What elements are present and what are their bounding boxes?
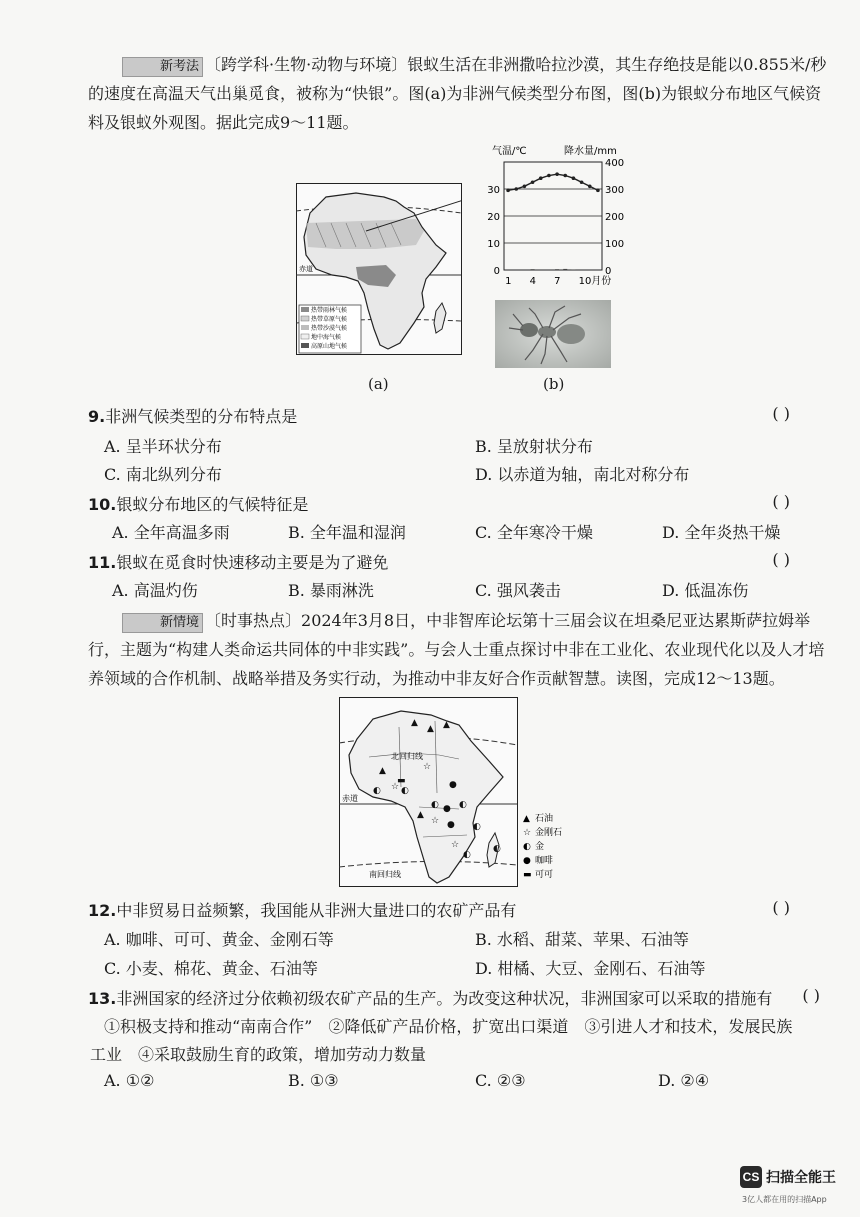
q13-option-d[interactable]: D. ②④ xyxy=(658,1071,710,1090)
svg-text:▲: ▲ xyxy=(427,724,434,734)
question-9-number: 9. xyxy=(88,407,106,426)
temp-tick-label: 0 xyxy=(493,266,500,277)
svg-text:◐: ◐ xyxy=(493,844,501,854)
intro-text-2: 〔时事热点〕2024年3月8日，中非智库论坛第十三届会议在坦桑尼亚达累斯萨拉姆举行，主题为“构建人类命运共同体的中非实践”。与会人士重点探讨中非在工业化、农业现代化以及人才培养领域的合作机制、战略举措及务实行动，为推动中非友好合作贡献智慧。读图，完成12～13题。 xyxy=(88,611,825,688)
caption-b: (b) xyxy=(543,375,565,393)
question-11 xyxy=(88,550,828,573)
answer-blank-12[interactable]: ( ) xyxy=(772,898,790,917)
temperature-point xyxy=(588,185,592,189)
tropic-south-label: 南回归线 xyxy=(369,870,401,879)
svg-text:◐: ◐ xyxy=(463,850,471,860)
legend-highland: 高原山地气候 xyxy=(311,343,348,350)
map-c-equator-label: 赤道 xyxy=(342,794,358,803)
question-10-number: 10. xyxy=(88,495,117,514)
q13-statement-line-1: ①积极支持和推动“南南合作” ②降低矿产品价格，扩宽出口渠道 ③引进人才和技术，发展民族 xyxy=(104,1017,793,1036)
q13-option-c[interactable]: C. ②③ xyxy=(475,1071,526,1090)
question-12 xyxy=(88,898,828,921)
intro-paragraph-2 xyxy=(88,606,828,693)
temperature-point xyxy=(539,176,543,180)
question-13-stem: 非洲国家的经济过分依赖初级农矿产品的生产。为改变这种状况，非洲国家可以采取的措施有 xyxy=(116,989,773,1008)
question-11-stem: 银蚁在觅食时快速移动主要是为了避免 xyxy=(116,553,389,572)
month-tick-label: 4 xyxy=(529,276,536,287)
map-a-equator-label: 赤道 xyxy=(299,265,313,273)
svg-text:☆: ☆ xyxy=(451,840,460,850)
temp-tick-label: 20 xyxy=(487,212,500,223)
legend-cocoa: 可可 xyxy=(535,870,554,880)
svg-text:☆: ☆ xyxy=(431,816,440,826)
q10-option-d[interactable]: D. 全年炎热干燥 xyxy=(662,523,781,542)
svg-text:☆: ☆ xyxy=(523,828,532,838)
legend-diamond: 金刚石 xyxy=(535,828,563,838)
camscanner-logo: CS xyxy=(740,1166,762,1188)
legend-savanna: 热带草原气候 xyxy=(311,316,348,323)
legend-coffee: 咖啡 xyxy=(535,856,554,866)
q12-option-b[interactable]: B. 水稻、甜菜、苹果、石油等 xyxy=(475,930,689,949)
new-method-tag: 新考法 xyxy=(122,57,203,77)
q9-option-a[interactable]: A. 呈半环状分布 xyxy=(104,437,222,456)
question-13 xyxy=(88,986,828,1009)
temperature-point xyxy=(572,176,576,180)
precip-axis-label: 降水量/mm xyxy=(564,146,617,157)
svg-text:▬: ▬ xyxy=(523,870,532,880)
legend-mediterranean: 地中海气候 xyxy=(311,334,342,341)
month-tick-label: 7 xyxy=(554,276,561,287)
precip-bar xyxy=(563,269,567,270)
answer-blank-13[interactable]: ( ) xyxy=(802,986,820,1005)
temperature-point xyxy=(596,189,600,193)
camscanner-brand: 扫描全能王 xyxy=(766,1170,836,1186)
q9-option-d[interactable]: D. 以赤道为轴，南北对称分布 xyxy=(475,465,690,484)
q10-option-c[interactable]: C. 全年寒冷干燥 xyxy=(475,523,593,542)
question-12-number: 12. xyxy=(88,901,117,920)
legend-rainforest: 热带雨林气候 xyxy=(311,307,348,314)
q12-option-c[interactable]: C. 小麦、棉花、黄金、石油等 xyxy=(104,959,318,978)
month-tick-label: 10月份 xyxy=(578,276,612,287)
intro-text-1: 〔跨学科·生物·动物与环境〕银蚁生活在非洲撒哈拉沙漠，其生存绝技是能以0.855米/秒的速度在高温天气出巢觅食，被称为“快银”。图(a)为非洲气候类型分布图，图(b)为银蚁分布地区气候资料及银蚁外观图。据此完成9～11题。 xyxy=(88,55,827,132)
temperature-line xyxy=(508,174,598,190)
legend-oil: 石油 xyxy=(535,814,554,824)
answer-blank-11[interactable]: ( ) xyxy=(772,550,790,569)
q11-option-d[interactable]: D. 低温冻伤 xyxy=(662,581,749,600)
svg-text:▲: ▲ xyxy=(523,814,530,824)
svg-text:◐: ◐ xyxy=(523,842,531,852)
tropic-north-label: 北回归线 xyxy=(391,752,423,761)
caption-a: (a) xyxy=(368,375,389,393)
precip-tick-label: 200 xyxy=(605,212,625,223)
answer-blank-10[interactable]: ( ) xyxy=(772,492,790,511)
temperature-point xyxy=(580,180,584,184)
temperature-point xyxy=(563,174,567,178)
precip-tick-label: 400 xyxy=(605,158,625,169)
svg-text:▲: ▲ xyxy=(443,720,450,730)
q13-option-b[interactable]: B. ①③ xyxy=(288,1071,339,1090)
q11-option-c[interactable]: C. 强风袭击 xyxy=(475,581,561,600)
svg-text:☆: ☆ xyxy=(423,762,432,772)
q9-option-c[interactable]: C. 南北纵列分布 xyxy=(104,465,222,484)
svg-text:●: ● xyxy=(443,804,451,814)
africa-climate-map xyxy=(296,183,462,355)
question-13-number: 13. xyxy=(88,989,117,1008)
legend-desert: 热带沙漠气候 xyxy=(311,325,348,332)
question-10-stem: 银蚁分布地区的气候特征是 xyxy=(116,495,309,514)
legend-gold: 金 xyxy=(535,842,545,852)
question-12-stem: 中非贸易日益频繁，我国能从非洲大量进口的农矿产品有 xyxy=(116,901,517,920)
temperature-point xyxy=(531,180,535,184)
q11-option-b[interactable]: B. 暴雨淋洗 xyxy=(288,581,374,600)
climate-chart xyxy=(478,142,628,292)
precip-tick-label: 300 xyxy=(605,185,625,196)
q10-option-b[interactable]: B. 全年温和湿润 xyxy=(288,523,406,542)
svg-text:◐: ◐ xyxy=(459,800,467,810)
svg-text:◐: ◐ xyxy=(373,786,381,796)
precip-bar xyxy=(555,269,559,270)
precip-tick-label: 0 xyxy=(605,266,612,277)
temperature-point xyxy=(555,172,559,176)
svg-text:☆: ☆ xyxy=(391,782,400,792)
svg-text:◐: ◐ xyxy=(431,800,439,810)
new-context-tag: 新情境 xyxy=(122,613,203,633)
precip-tick-label: 100 xyxy=(605,239,625,250)
question-11-number: 11. xyxy=(88,553,117,572)
temp-tick-label: 10 xyxy=(487,239,500,250)
answer-blank-9[interactable]: ( ) xyxy=(772,404,790,423)
svg-text:◐: ◐ xyxy=(473,822,481,832)
q13-option-a[interactable]: A. ①② xyxy=(104,1071,155,1090)
svg-text:●: ● xyxy=(523,856,531,866)
temp-axis-label: 气温/℃ xyxy=(492,146,527,157)
africa-products-map xyxy=(339,697,569,887)
svg-text:▲: ▲ xyxy=(379,766,386,776)
month-tick-label: 1 xyxy=(505,276,512,287)
svg-text:▲: ▲ xyxy=(411,718,418,728)
temperature-point xyxy=(506,189,510,193)
q9-option-b[interactable]: B. 呈放射状分布 xyxy=(475,437,593,456)
camscanner-slogan: 3亿人都在用的扫描App xyxy=(742,1195,827,1204)
q12-option-d[interactable]: D. 柑橘、大豆、金刚石、石油等 xyxy=(475,959,706,978)
svg-text:▬: ▬ xyxy=(397,776,406,786)
svg-text:▲: ▲ xyxy=(417,810,424,820)
svg-text:●: ● xyxy=(447,820,455,830)
precip-bar xyxy=(531,269,535,270)
temperature-point xyxy=(514,187,518,191)
svg-text:◐: ◐ xyxy=(401,786,409,796)
q12-option-a[interactable]: A. 咖啡、可可、黄金、金刚石等 xyxy=(104,930,334,949)
temperature-point xyxy=(547,174,551,178)
q13-statement-line-2: 工业 ④采取鼓励生育的政策，增加劳动力数量 xyxy=(90,1045,427,1064)
intro-paragraph-1 xyxy=(88,50,828,137)
question-9-stem: 非洲气候类型的分布特点是 xyxy=(105,407,298,426)
q10-option-a[interactable]: A. 全年高温多雨 xyxy=(112,523,230,542)
q11-option-a[interactable]: A. 高温灼伤 xyxy=(112,581,198,600)
question-10 xyxy=(88,492,828,515)
precip-bar xyxy=(571,269,575,270)
svg-text:●: ● xyxy=(449,780,457,790)
temperature-point xyxy=(523,185,527,189)
temp-tick-label: 30 xyxy=(487,185,500,196)
silver-ant-photo xyxy=(495,300,611,368)
question-9 xyxy=(88,404,828,427)
